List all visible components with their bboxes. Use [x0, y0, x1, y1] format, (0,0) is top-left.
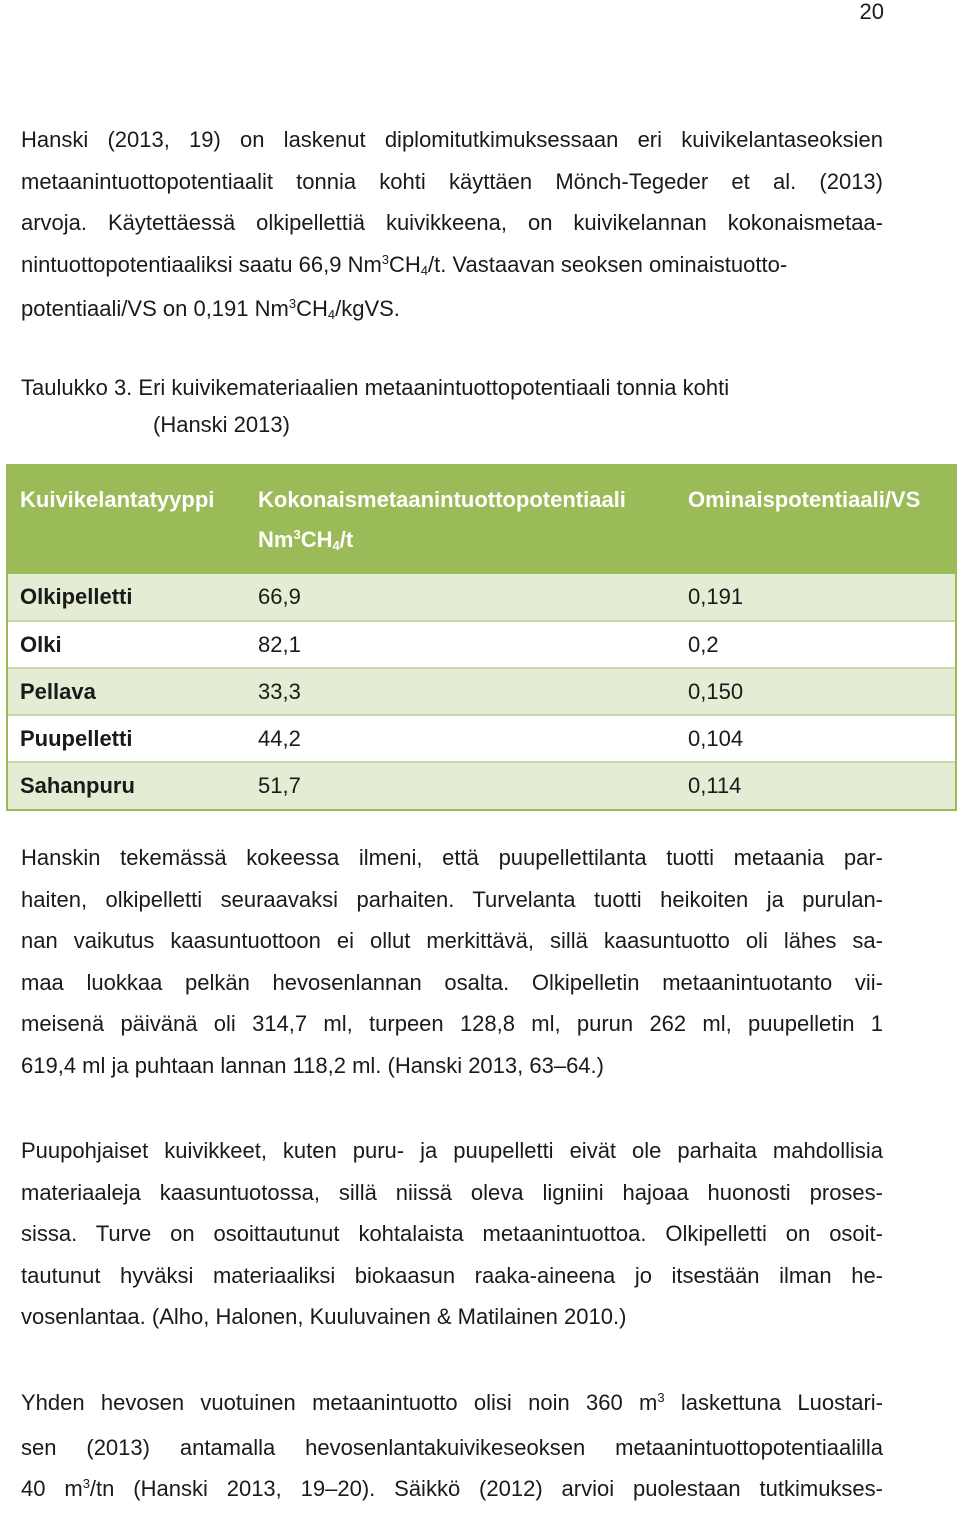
cell-type: Pellava	[20, 678, 96, 704]
cell-vs: 0,114	[688, 773, 742, 798]
text-line: Yhden hevosen vuotuinen metaanintuotto olisi noin 360 $m^3$ laskettuna Luostari-	[21, 1390, 884, 1415]
cell-type: Olki	[20, 631, 62, 657]
header-specific-potential: Ominaispotentiaali/VS	[688, 487, 921, 512]
text-line: Puupohjaiset kuivikkeet, kuten puru- ja puupelletti eivät ole parhaita mahdollisia	[21, 1138, 883, 1163]
caption-line: (Hanski 2013)	[153, 412, 290, 437]
text-line: metaanintuottopotentiaalit tonnia kohti käyttäen Mönch-Tegeder et al. (2013)	[21, 168, 883, 194]
table-row	[8, 762, 955, 809]
table-row	[8, 715, 955, 762]
text-line: haiten, olkipelletti seuraavaksi parhaiten. Turvelanta tuotti heikoiten ja purulan-	[21, 886, 883, 912]
table-header-row	[8, 466, 955, 574]
cell-type: Puupelletti	[20, 725, 133, 751]
text-line: sen (2013) antamalla hevosenlantakuivikeseoksen metaanintuottopotentiaalilla	[21, 1434, 883, 1460]
header-bedding-type: Kuivikelantatyyppi	[20, 487, 215, 512]
cell-vs: 0,2	[688, 631, 719, 657]
cell-vs: 0,191	[688, 584, 744, 609]
text-line: 619,4 ml ja puhtaan lannan 118,2 ml. (Hanski 2013, 63–64.)	[21, 1052, 604, 1078]
cell-total: 66,9	[258, 584, 301, 609]
table-row	[8, 668, 955, 715]
text-line: Hanskin tekemässä kokeessa ilmeni, että puupellettilanta tuotti metaania par-	[21, 845, 883, 870]
cell-total: 44,2	[258, 725, 301, 751]
paragraph-results	[21, 837, 883, 1086]
paragraph-wood-bedding	[21, 1130, 883, 1338]
text-line: materiaaleja kaasuntuotossa, sillä niissä oleva ligniini hajoaa huonosti proses-	[21, 1179, 883, 1205]
methane-potential-table	[8, 466, 955, 809]
table-caption	[21, 369, 729, 443]
cell-vs: 0,150	[688, 678, 744, 704]
cell-type: Sahanpuru	[20, 773, 135, 798]
paragraph-annual-yield	[21, 1382, 883, 1513]
text-line: Hanski (2013, 19) on laskenut diplomitutkimuksessaan eri kuivikelantaseoksien	[21, 127, 883, 152]
text-line: meisenä päivänä oli 314,7 ml, turpeen 128,8 ml, purun 262 ml, puupelletin 1	[21, 1011, 883, 1036]
paragraph-intro	[21, 119, 883, 333]
text-line: 40 $m^3/tn$ (Hanski 2013, 19–20). Säikkö (2012) arvioi puolestaan tutkimukses-	[21, 1476, 883, 1501]
page-number: 20	[859, 0, 884, 24]
text-line: sissa. Turve on osoittautunut kohtalaista metaanintuottoa. Olkipelletti on osoit-	[21, 1221, 883, 1246]
text-line: nan vaikutus kaasuntuottoon ei ollut merkittävä, sillä kaasuntuotto oli lähes sa-	[21, 928, 883, 953]
table-row	[8, 574, 955, 621]
cell-total: 33,3	[258, 678, 301, 704]
cell-type: Olkipelletti	[20, 584, 133, 609]
text-line: tautunut hyväksi materiaaliksi biokaasun raaka-aineena jo itsestään ilman he-	[21, 1262, 883, 1288]
text-line: potentiaali/VS on 0,191 $Nm^3CH_4$/kgVS.	[21, 296, 400, 322]
text-line: vosenlantaa. (Alho, Halonen, Kuuluvainen & Matilainen 2010.)	[21, 1304, 627, 1329]
caption-line: Taulukko 3. Eri kuivikemateriaalien metaanintuottopotentiaali tonnia kohti	[21, 375, 730, 400]
text-line: maa luokkaa pelkän hevosenlannan osalta. Olkipelletin metaanintuotanto vii-	[21, 969, 883, 995]
cell-vs: 0,104	[688, 725, 744, 751]
header-total-potential: Kokonaismetaanintuottopotentiaali $Nm^3CH_4/t$	[258, 487, 626, 553]
cell-total: 51,7	[258, 773, 301, 798]
text-line: nintuottopotentiaaliksi saatu 66,9 $Nm^3CH_4/t$. Vastaavan seoksen ominaistuotto-	[21, 251, 788, 278]
cell-total: 82,1	[258, 631, 301, 657]
table-row	[8, 621, 955, 668]
text-line: arvoja. Käytettäessä olkipellettiä kuivikkeena, on kuivikelannan kokonaismetaa-	[21, 210, 883, 235]
